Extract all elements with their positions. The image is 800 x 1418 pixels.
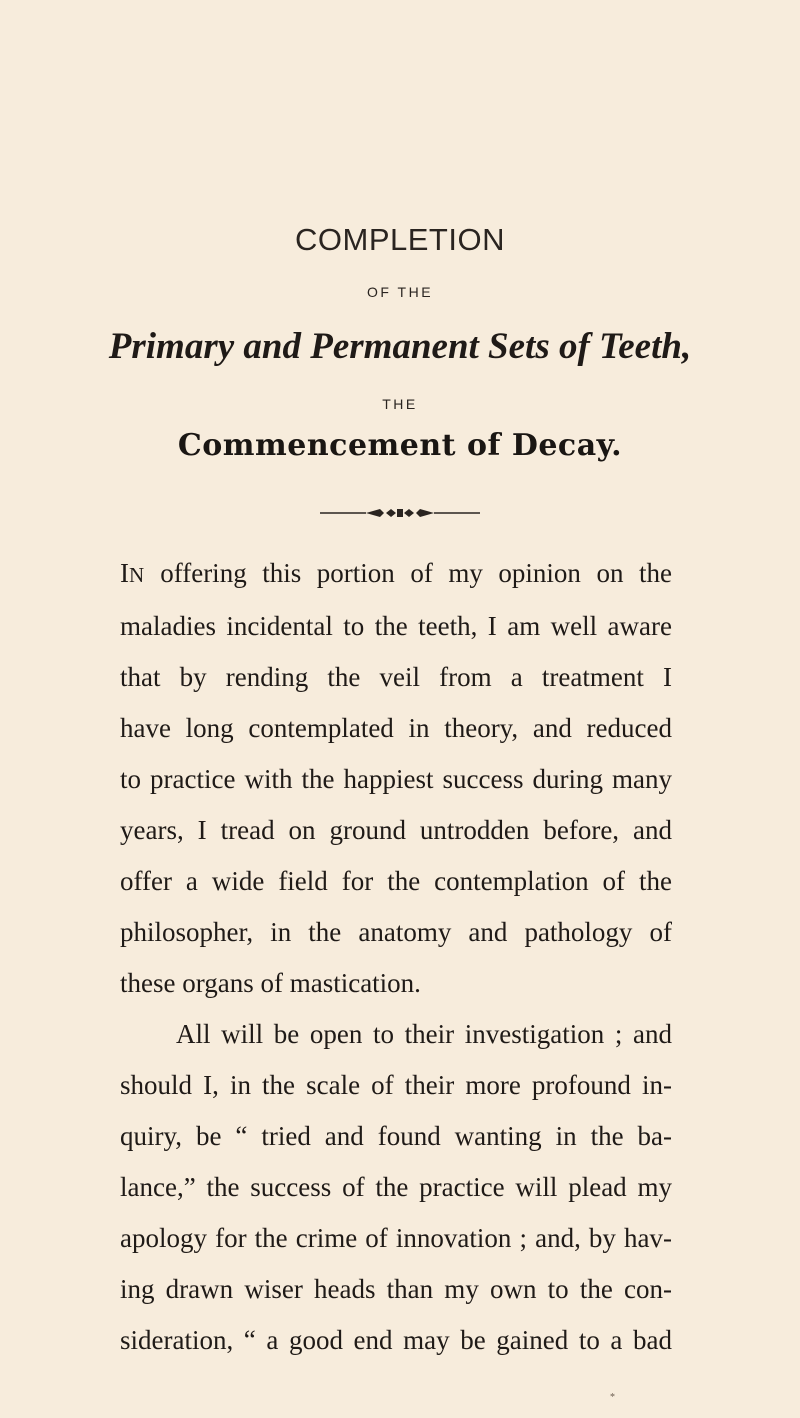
text-line: All will be open to their investigation ; and: [176, 1019, 672, 1049]
text-line: apology for the crime of innovation ; and, by hav-: [120, 1223, 672, 1253]
text-line: to practice with the happiest success during many: [120, 764, 672, 794]
title-subtitle: Primary and Permanent Sets of Teeth,: [108, 326, 692, 367]
signature-mark: *: [610, 1392, 615, 1403]
text-line: years, I tread on ground untrodden before, and: [120, 815, 672, 845]
title-the: THE: [382, 396, 418, 412]
text-line: IN offering this portion of my opinion on the: [120, 558, 672, 588]
lead-capital: I: [120, 558, 129, 588]
text-line: philosopher, in the anatomy and pathology of: [120, 917, 672, 947]
text-line: lance,” the success of the practice will plead my: [120, 1172, 672, 1202]
text-line: that by rending the veil from a treatment I: [120, 662, 672, 692]
text-line: these organs of mastication.: [120, 968, 421, 998]
paragraph-1: [120, 548, 672, 1009]
text-line: ing drawn wiser heads than my own to the con-: [120, 1274, 672, 1304]
text-line: sideration, “ a good end may be gained to a bad: [120, 1325, 672, 1355]
lead-small-cap: N: [129, 563, 145, 587]
title-commencement-of-decay: Commencement of Decay.: [177, 428, 623, 463]
text-line: maladies incidental to the teeth, I am well aware: [120, 611, 672, 641]
title-completion: COMPLETION: [295, 222, 505, 257]
ornamental-rule-icon: [318, 507, 482, 519]
text-line: should I, in the scale of their more profound in-: [120, 1070, 672, 1100]
title-of-the: OF THE: [366, 284, 434, 300]
text-line: offer a wide field for the contemplation of the: [120, 866, 672, 896]
body-text: [120, 548, 672, 1366]
text-line: quiry, be “ tried and found wanting in the ba-: [120, 1121, 672, 1151]
paragraph-2: [120, 1009, 672, 1366]
text-line: have long contemplated in theory, and reduced: [120, 713, 672, 743]
